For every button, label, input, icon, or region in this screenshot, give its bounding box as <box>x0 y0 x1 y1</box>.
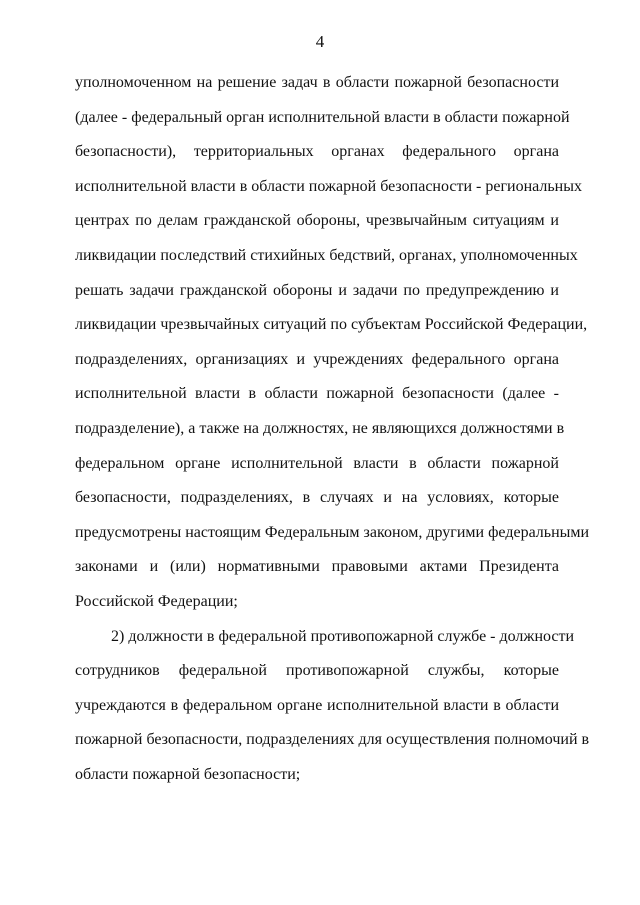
text-line: сотрудников федеральной противопожарной службы, которые <box>75 662 559 680</box>
text-line: 2) должности в федеральной противопожарной службе - должности <box>111 627 575 645</box>
text-line: безопасности, подразделениях, в случаях и на условиях, которые <box>75 489 559 507</box>
text-line: пожарной безопасности, подразделениях для осуществления полномочий в <box>75 731 590 749</box>
text-line: подразделение), а также на должностях, не являющихся должностями в <box>75 419 565 437</box>
text-line: решать задачи гражданской обороны и задачи по предупреждению и <box>75 281 559 299</box>
text-line: (далее - федеральный орган исполнительной власти в области пожарной <box>75 108 570 126</box>
paragraph-1 <box>75 66 590 620</box>
text-line: предусмотрены настоящим Федеральным законом, другими федеральными <box>75 523 590 541</box>
text-line: исполнительной власти в области пожарной безопасности (далее - <box>75 385 559 403</box>
text-line: исполнительной власти в области пожарной безопасности - региональных <box>75 177 582 195</box>
text-line: Российской Федерации; <box>75 592 238 610</box>
text-line: области пожарной безопасности; <box>75 765 301 783</box>
text-line: уполномоченном на решение задач в области пожарной безопасности <box>75 74 559 91</box>
text-line: ликвидации чрезвычайных ситуаций по субъектам Российской Федерации, <box>75 316 588 334</box>
text-line: ликвидации последствий стихийных бедствий, органах, уполномоченных <box>75 246 578 264</box>
text-line: учреждаются в федеральном органе исполнительной власти в области <box>75 696 559 714</box>
page-number: 4 <box>315 32 325 51</box>
text-line: центрах по делам гражданской обороны, чрезвычайным ситуациям и <box>75 212 559 230</box>
text-line: подразделениях, организациях и учреждениях федерального органа <box>75 350 559 368</box>
paragraph-2 <box>75 620 590 793</box>
text-line: безопасности), территориальных органах федерального органа <box>75 143 559 161</box>
text-line: законами и (или) нормативными правовыми актами Президента <box>75 558 559 576</box>
text-line: федеральном органе исполнительной власти в области пожарной <box>75 454 559 472</box>
document-body <box>75 66 590 792</box>
